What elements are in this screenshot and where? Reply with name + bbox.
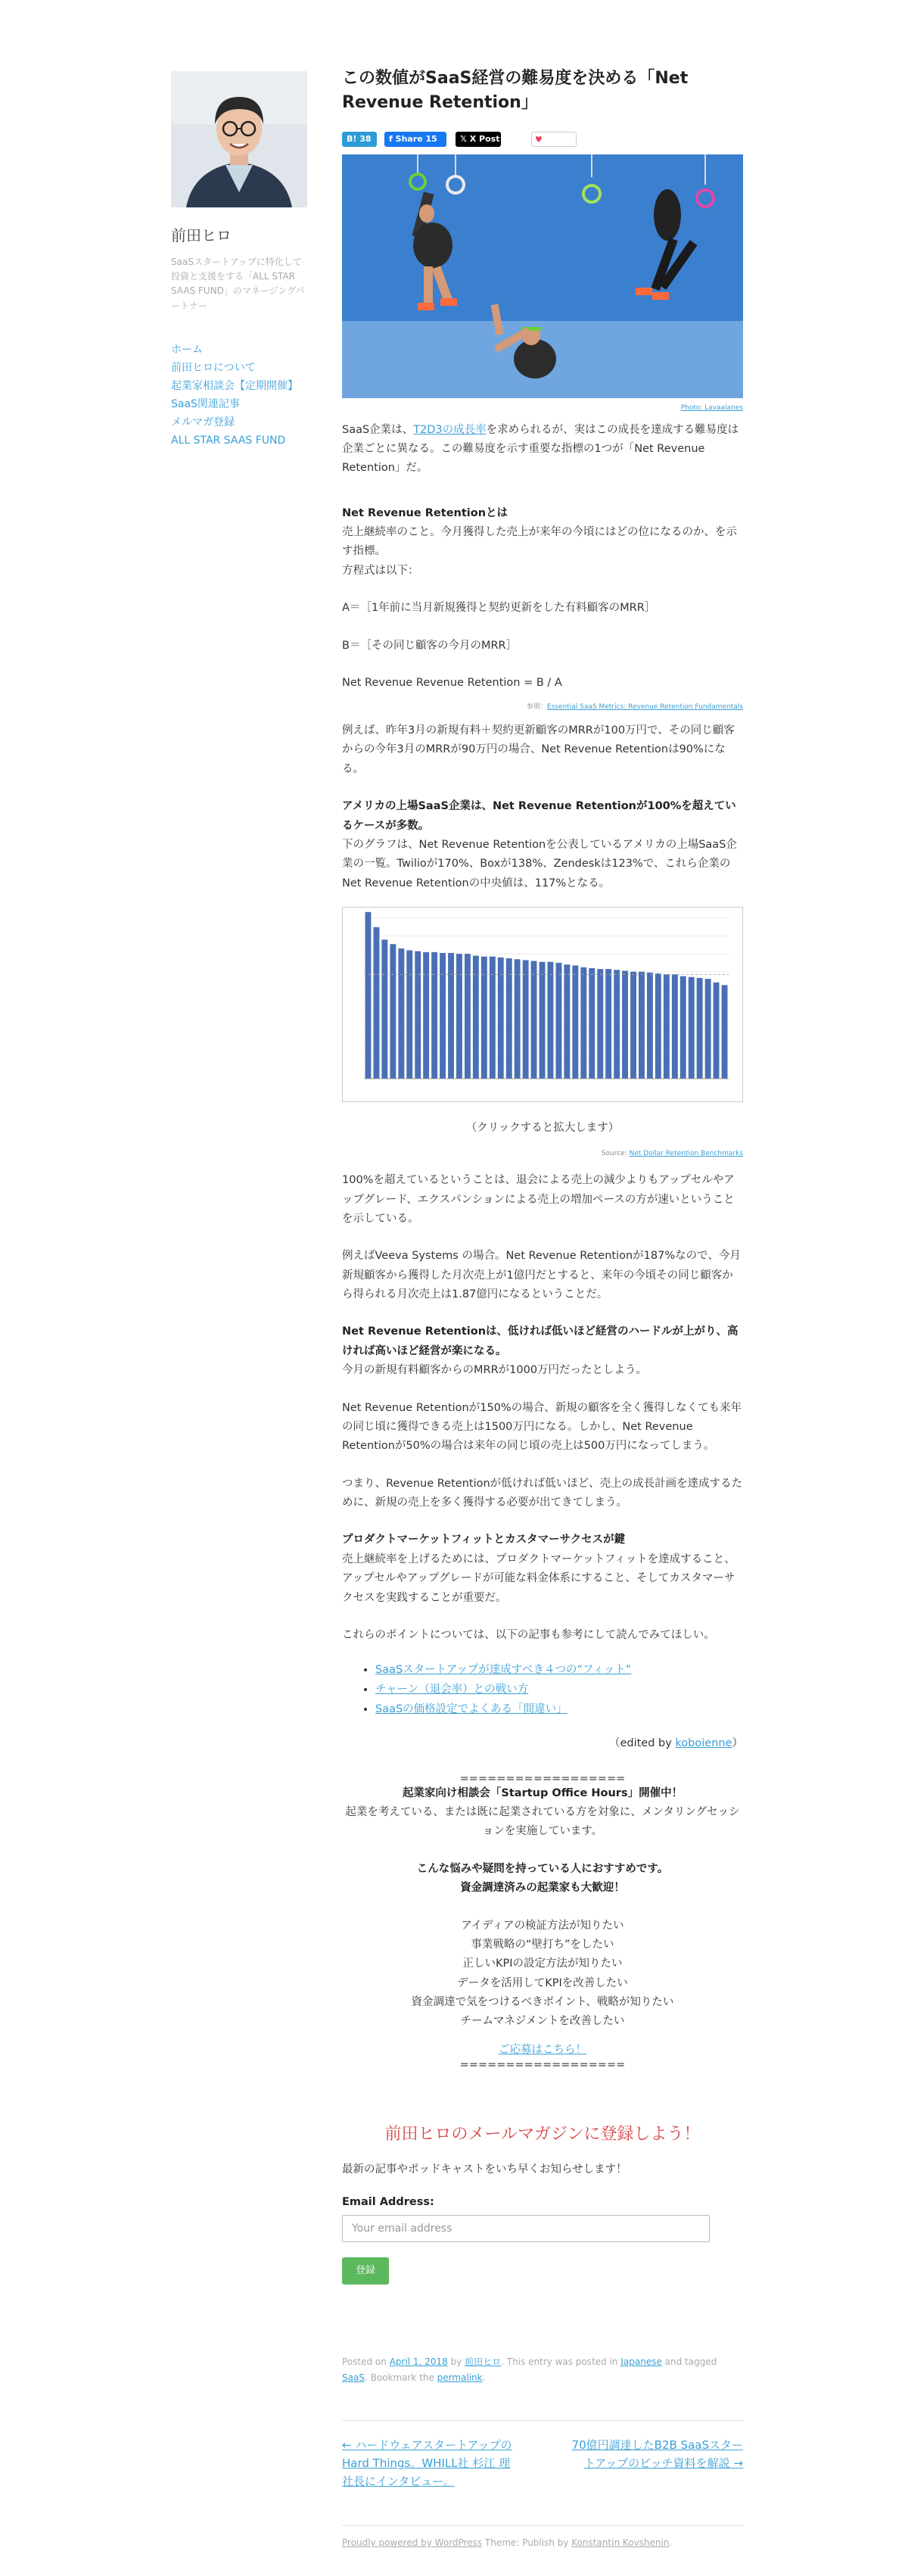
chart-bar	[523, 960, 529, 1079]
nrr-chart-svg	[343, 908, 742, 1101]
chart-bar	[655, 973, 661, 1079]
chart-bar	[572, 965, 578, 1079]
author-link[interactable]: 前田ヒロ	[465, 2356, 502, 2368]
divider-top: ==================	[459, 1772, 626, 1785]
worry-item: アイディアの検証方法が知りたい	[461, 1919, 624, 1932]
chart-bar	[672, 974, 678, 1079]
meta-text: and tagged	[661, 2356, 717, 2368]
nrr-definition: 売上継続率のこと。今月獲得した売上が来年の今頃にはどの位になるのか、を示す指標。	[342, 526, 737, 558]
meta-text: by	[447, 2356, 465, 2368]
chart-bar	[415, 952, 421, 1079]
chart-bar	[630, 972, 636, 1079]
recommend-line-1: こんな悩みや疑問を持っている人におすすめです。	[416, 1862, 669, 1875]
post-title: この数値がSaaS経営の難易度を決める「Net Revenue Retention」	[342, 69, 689, 112]
case150-paragraph: Net Revenue Retentionが150%の場合、新規の顧客を全く獲得しなくても来年の同じ頃に獲得できる売上は1500万円になる。しかし、Net Revenue Retentionが50%の場合は来年の同じ頃の売上は500万円になってしまう。	[342, 1401, 742, 1453]
chart-bar	[381, 939, 387, 1079]
menu-item-about[interactable]: 前田ヒロについて	[171, 361, 256, 374]
chart-bar	[580, 967, 586, 1079]
theme-author-link[interactable]: Konstantin Kovshenin	[571, 2537, 670, 2549]
chart-bar	[647, 973, 653, 1079]
related-link-churn[interactable]: チャーン（退会率）との戦い方	[375, 1684, 529, 1696]
chart-bar	[556, 963, 562, 1079]
low-paragraph: 今月の新規有料顧客からのMRRが1000万円だったとしよう。	[342, 1364, 648, 1377]
footer-text: .	[669, 2537, 673, 2549]
next-post-link[interactable]: 70億円調達したB2B SaaSスタートアップのピッチ資料を解説 →	[571, 2438, 743, 2471]
menu-item-fund[interactable]: ALL STAR SAAS FUND	[171, 434, 286, 447]
chart-bar	[689, 977, 695, 1079]
meta-text: Posted on	[342, 2356, 390, 2368]
pmf-heading: プロダクトマーケットフィットとカスタマーサクセスが鍵	[342, 1534, 626, 1547]
chart-bar	[614, 970, 620, 1079]
facebook-share-button[interactable]	[384, 132, 446, 147]
chart-bar	[697, 978, 703, 1079]
chart-bar	[374, 927, 380, 1079]
intro-paragraph	[342, 421, 743, 478]
chart-source	[342, 1148, 743, 1160]
hero-illustration	[342, 154, 743, 398]
editor-link[interactable]: koboienne	[675, 1737, 732, 1750]
prev-post-link[interactable]: ← ハードウェアスタートアップのHard Things。WHILL社 杉江 理社長にインタビュー。	[342, 2438, 512, 2489]
reference-link[interactable]: Essential SaaS Metrics: Revenue Retention Fundamentals	[547, 703, 743, 712]
menu-item-home[interactable]: ホーム	[171, 343, 203, 356]
worry-item: 資金調達で気をつけるべきポイント、戦略が知りたい	[411, 1996, 674, 2009]
newsletter-description: 最新の記事やポッドキャストをいち早くお知らせします！	[342, 2163, 627, 2176]
chart-bar	[465, 954, 471, 1079]
divider-bottom: ==================	[459, 2059, 626, 2072]
nrr-heading: Net Revenue Retentionとは	[342, 506, 508, 519]
event-block	[342, 1774, 743, 2071]
chart-bar	[515, 959, 521, 1079]
chart-bar	[540, 962, 546, 1079]
meta-text: . This entry was posted in	[501, 2356, 621, 2368]
chart-bar	[440, 953, 446, 1079]
chart-bar	[390, 944, 396, 1079]
worry-item: データを活用してKPIを改善したい	[457, 1976, 628, 1989]
chart-bar	[548, 962, 554, 1079]
footer-text: Theme: Publish by	[482, 2537, 572, 2549]
reference-label: 参照：	[527, 703, 548, 712]
category-link[interactable]: Japanese	[620, 2356, 662, 2368]
newsletter-title: 前田ヒロのメールマガジンに登録しよう！	[384, 2125, 701, 2145]
apply-link[interactable]: ご応募はこちら！	[499, 2043, 586, 2056]
intro-text-a: SaaS企業は、	[342, 423, 414, 436]
us-heading: アメリカの上場SaaS企業は、Net Revenue Retentionが100%を超えているケースが多数。	[342, 800, 736, 832]
related-link-pricing[interactable]: SaaSの価格設定でよくある「間違い」	[375, 1703, 568, 1716]
chart-bar	[714, 983, 720, 1079]
main-menu	[171, 341, 307, 450]
meta-text: . Bookmark the	[364, 2372, 437, 2383]
worry-item: チームマネジメントを改善したい	[460, 2015, 625, 2028]
chart-bar	[564, 964, 570, 1079]
chart-bar	[490, 957, 496, 1079]
edited-by-close: ）	[732, 1737, 743, 1750]
hatena-count: 38	[359, 133, 372, 144]
sidebar	[171, 71, 307, 450]
chart-bar	[722, 985, 728, 1079]
image-credit	[342, 403, 743, 415]
chart-bar	[597, 969, 603, 1079]
pocket-icon: ♥	[535, 134, 543, 145]
facebook-icon: f	[389, 133, 393, 144]
chart-bar	[456, 954, 462, 1079]
hero-image	[342, 154, 743, 398]
worry-item: 事業戦略の“壁打ち”をしたい	[471, 1938, 614, 1951]
menu-item-saas-articles[interactable]: SaaS関連記事	[171, 397, 240, 410]
formula-c: Net Revenue Revenue Retention = B / A	[342, 676, 562, 689]
chart-bar	[448, 953, 454, 1079]
meta-text: .	[482, 2372, 486, 2383]
example-paragraph: 例えば、昨年3月の新規有料＋契約更新顧客のMRRが100万円で、その同じ顧客からの今年3月のMRRが90万円の場合、Net Revenue Retentionは90%になる。	[342, 724, 735, 775]
site-title[interactable]: 前田ヒロ	[171, 226, 232, 245]
wordpress-link[interactable]: Proudly powered by WordPress	[342, 2537, 483, 2549]
edited-by-label: （edited by	[608, 1737, 676, 1750]
tag-link[interactable]: SaaS	[342, 2372, 365, 2383]
recommend-line-2: 資金調達済みの起業家も大歓迎！	[460, 1882, 625, 1895]
image-credit-link[interactable]: Photo: Lavaalanes	[680, 403, 743, 412]
chart-bar	[639, 972, 645, 1079]
over100-paragraph: 100%を超えているということは、退会による売上の減少よりもアップセルやアップグレード、エクスパンションによる売上の増加ペースの方が速いということを示している。	[342, 1174, 735, 1225]
list-item	[375, 1699, 743, 1719]
chart-bar	[705, 979, 711, 1079]
hatena-bookmark-button[interactable]	[342, 132, 377, 147]
menu-item-newsletter[interactable]: メルマガ登録	[171, 416, 235, 428]
divider	[342, 2420, 743, 2421]
permalink-link[interactable]: permalink	[437, 2372, 483, 2383]
email-label: Email Address:	[342, 2196, 434, 2209]
nrr-chart[interactable]	[342, 907, 743, 1102]
post-date-link[interactable]: April 1, 2018	[389, 2356, 448, 2368]
chart-bar	[431, 952, 437, 1079]
chart-caption: （クリックすると拡大します）	[465, 1122, 620, 1135]
pmf-paragraph: 売上継続率を上げるためには、プロダクトマーケットフィットを達成すること、アップセルやアップグレードが可能な料金体系にすること、そしてカスタマーサクセスを実践することが重要だ。	[342, 1553, 735, 1604]
chart-bar	[365, 912, 372, 1079]
chart-bar	[589, 968, 595, 1079]
share-buttons	[342, 132, 743, 147]
related-links	[375, 1660, 743, 1719]
chart-bar	[406, 950, 412, 1079]
x-icon: 𝕏	[460, 133, 467, 144]
intro-text-b: を求められるが、実はこの成長を達成する難易度は企業ごとに異なる。この難易度を示す重要な指標の1つが「Net Revenue Retention」だ。	[342, 423, 739, 475]
source-link[interactable]: Net Dollar Retention Benchmarks	[629, 1150, 743, 1158]
chart-bar	[622, 971, 628, 1079]
site-footer	[342, 2525, 743, 2551]
formula-label: 方程式は以下：	[342, 564, 419, 577]
chart-bar	[605, 969, 611, 1079]
edited-by	[342, 1734, 743, 1753]
worry-item: 正しいKPIの設定方法が知りたい	[462, 1958, 623, 1970]
chart-bar	[680, 977, 686, 1079]
veeva-paragraph: 例えばVeeva Systems の場合。Net Revenue Retentionが187%なので、今月新規顧客から獲得した月次売上が1億円だとすると、来年の今頃その同じ顧客から得られる月次売上は1.87億円になるということだ。	[342, 1250, 741, 1301]
source-label: Source:	[601, 1150, 630, 1158]
x-post-label: X Post	[469, 133, 500, 144]
post-content	[342, 67, 743, 2551]
chart-bar	[531, 961, 537, 1079]
chart-bar	[498, 958, 504, 1079]
formula-a: A＝［1年前に当月新規獲得と契約更新をした有料顧客のMRR］	[342, 602, 656, 615]
formula-b: B＝［その同じ顧客の今月のMRR］	[342, 639, 518, 652]
facebook-share-label: Share 15	[395, 133, 437, 144]
post-navigation	[342, 2436, 743, 2497]
list-item	[375, 1660, 743, 1680]
post-meta	[342, 2354, 743, 2385]
subscribe-button[interactable]: 登録	[342, 2257, 389, 2285]
chart-bar	[506, 958, 512, 1079]
newsletter-section	[342, 2120, 743, 2285]
event-title: 起業家向け相談会「Startup Office Hours」開催中！	[402, 1786, 683, 1799]
chart-bar	[481, 957, 487, 1079]
site-description: SaaSスタートアップに特化して投資と支援をする「ALL STAR SAAS FUND」のマネージングパートナー	[171, 257, 305, 311]
event-text: 起業を考えている、または既に起業されている方を対象に、メンタリングセッションを実施しています。	[345, 1806, 740, 1838]
chart-bar	[664, 974, 670, 1079]
t2d3-link[interactable]: T2D3の成長率	[413, 423, 487, 436]
refer-paragraph: これらのポイントについては、以下の記事も参考にして読んでみてほしい。	[342, 1628, 715, 1641]
chart-bar	[423, 952, 429, 1079]
reference	[342, 702, 743, 714]
us-paragraph: 下のグラフは、Net Revenue Retentionを公表しているアメリカの上場SaaS企業の一覧。Twilioが170%、Boxが138%、Zendeskは123%で、これら企業のNet Revenue Retentionの中央値は、117%となる。	[342, 838, 737, 889]
chart-bar	[398, 948, 404, 1079]
related-link-fit[interactable]: SaaSスタートアップが達成すべき４つの“フィット”	[375, 1664, 632, 1677]
tsumari-paragraph: つまり、Revenue Retentionが低ければ低いほど、売上の成長計画を達成するために、新規の売上を多く獲得する必要が出てきてしまう。	[342, 1477, 743, 1509]
avatar[interactable]	[171, 71, 307, 207]
menu-item-office-hours[interactable]: 起業家相談会【定期開催】	[171, 379, 298, 392]
low-heading: Net Revenue Retentionは、低ければ低いほど経営のハードルが上がり、高ければ高いほど経営が楽になる。	[342, 1325, 739, 1357]
list-item	[375, 1680, 743, 1699]
x-post-button[interactable]	[456, 132, 501, 147]
email-field[interactable]: Your email address	[342, 2215, 710, 2242]
hatena-icon: B!	[347, 133, 357, 144]
pocket-button[interactable]	[531, 132, 577, 147]
